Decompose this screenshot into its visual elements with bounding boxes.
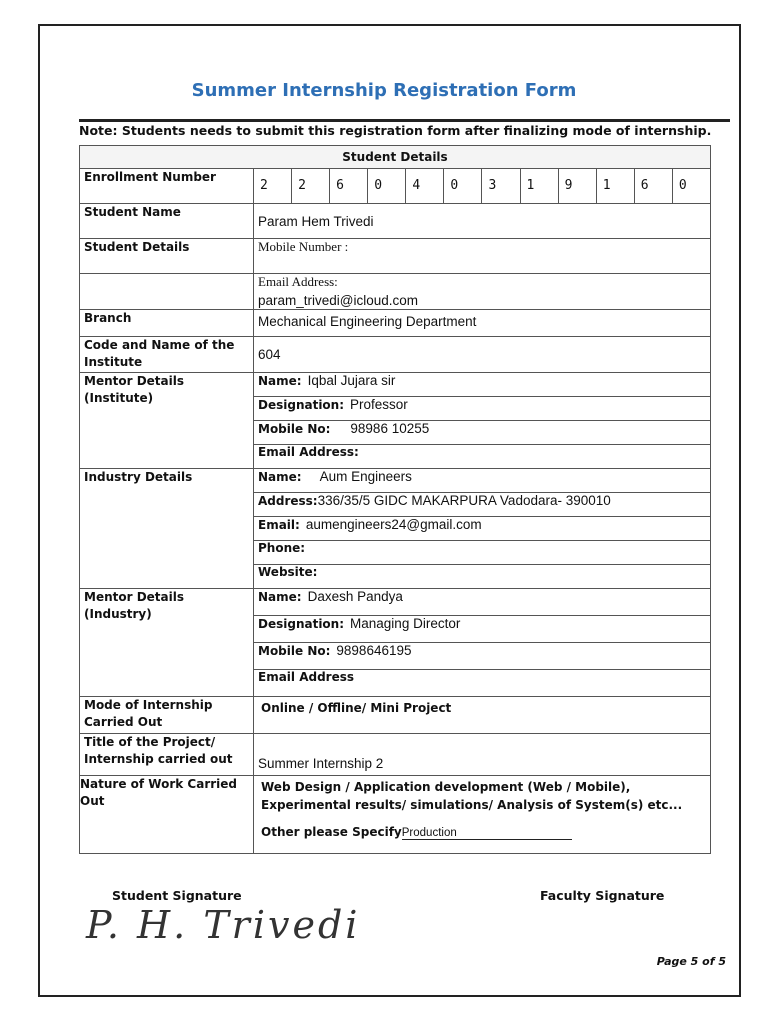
industry-name-label: Name:: [258, 469, 302, 484]
industry-mentor-mobile-label: Mobile No:: [258, 643, 331, 658]
institute-label: Code and Name of the Institute: [80, 337, 254, 373]
mode-value[interactable]: Online / Offline/ Mini Project: [254, 697, 711, 734]
student-signature-label: Student Signature: [112, 888, 242, 903]
industry-mentor-designation-value[interactable]: Managing Director: [350, 616, 461, 631]
nature-label: Nature of Work Carried Out: [80, 776, 254, 854]
handwritten-signature: P. H. Trivedi: [86, 903, 361, 947]
industry-details-label: Industry Details: [80, 469, 254, 589]
student-email-value[interactable]: param_trivedi@icloud.com: [258, 293, 419, 308]
faculty-signature-label: Faculty Signature: [540, 888, 665, 903]
industry-website-label: Website:: [258, 565, 318, 579]
page-number: Page 5 of 5: [656, 955, 726, 968]
branch-value[interactable]: Mechanical Engineering Department: [254, 310, 711, 337]
enrollment-digit: 2: [260, 178, 268, 193]
empty-cell: [80, 274, 254, 310]
industry-email-label: Email:: [258, 517, 300, 532]
registration-table: [79, 145, 711, 854]
enrollment-digit: 4: [405, 169, 443, 203]
mentor-email-label: Email Address:: [258, 445, 359, 459]
industry-address-value[interactable]: 336/35/5 GIDC MAKARPURA Vadodara- 390010: [317, 493, 611, 508]
industry-phone-label: Phone:: [258, 541, 306, 555]
industry-mentor-designation-label: Designation:: [258, 616, 345, 631]
mentor-designation-label: Designation:: [258, 397, 345, 412]
enrollment-digit: 3: [481, 169, 519, 203]
industry-email-value[interactable]: aumengineers24@gmail.com: [305, 517, 482, 532]
branch-label: Branch: [80, 310, 254, 337]
student-name-label: Student Name: [80, 204, 254, 239]
enrollment-digit: 6: [634, 169, 672, 203]
mentor-institute-label: Mentor Details (Institute): [80, 373, 254, 469]
email-address-label: Email Address:: [258, 274, 338, 289]
other-specify-label: Other please Specify: [261, 825, 402, 839]
mode-label: Mode of Internship Carried Out: [80, 697, 254, 734]
nature-options: Web Design / Application development (Web / Mobile), Experimental results/ simulations/ Analysis of System(s) etc...: [261, 780, 683, 812]
enrollment-digit: 0: [672, 169, 710, 203]
mentor-name-value[interactable]: Iqbal Jujara sir: [307, 373, 396, 388]
enrollment-digit: 1: [596, 169, 634, 203]
enrollment-digit: 0: [443, 169, 481, 203]
project-title-label: Title of the Project/ Internship carried out: [80, 734, 254, 776]
mentor-industry-label: Mentor Details (Industry): [80, 589, 254, 697]
enrollment-number[interactable]: [254, 169, 710, 203]
mobile-number-label: Mobile Number :: [254, 239, 711, 274]
mentor-mobile-value[interactable]: 98986 10255: [350, 421, 430, 436]
enrollment-digit: 1: [520, 169, 558, 203]
enrollment-digit: 9: [558, 169, 596, 203]
mentor-name-label: Name:: [258, 373, 302, 388]
industry-mentor-mobile-value[interactable]: 9898646195: [336, 643, 412, 658]
institute-value[interactable]: 604: [254, 337, 711, 373]
student-name-value[interactable]: Param Hem Trivedi: [254, 204, 711, 239]
enrollment-digit: 0: [367, 169, 405, 203]
enrollment-label: Enrollment Number: [80, 169, 254, 204]
industry-mentor-email-label: Email Address: [258, 670, 355, 684]
mentor-designation-value[interactable]: Professor: [350, 397, 408, 412]
mentor-mobile-label: Mobile No:: [258, 421, 331, 436]
project-title-value[interactable]: Summer Internship 2: [254, 734, 711, 776]
enrollment-digit: 2: [291, 169, 329, 203]
industry-name-value[interactable]: Aum Engineers: [319, 469, 412, 484]
student-details-label: Student Details: [80, 239, 254, 274]
note-text: Note: Students needs to submit this registration form after finalizing mode of internship.: [79, 123, 712, 138]
form-title: Summer Internship Registration Form: [191, 80, 577, 101]
section-header: Student Details: [80, 146, 711, 169]
other-specify-value[interactable]: Production: [402, 827, 572, 840]
industry-mentor-name-value[interactable]: Daxesh Pandya: [307, 589, 403, 604]
industry-address-label: Address:: [258, 493, 318, 508]
enrollment-digit: 6: [329, 169, 367, 203]
industry-mentor-name-label: Name:: [258, 589, 302, 604]
divider: [79, 119, 730, 122]
